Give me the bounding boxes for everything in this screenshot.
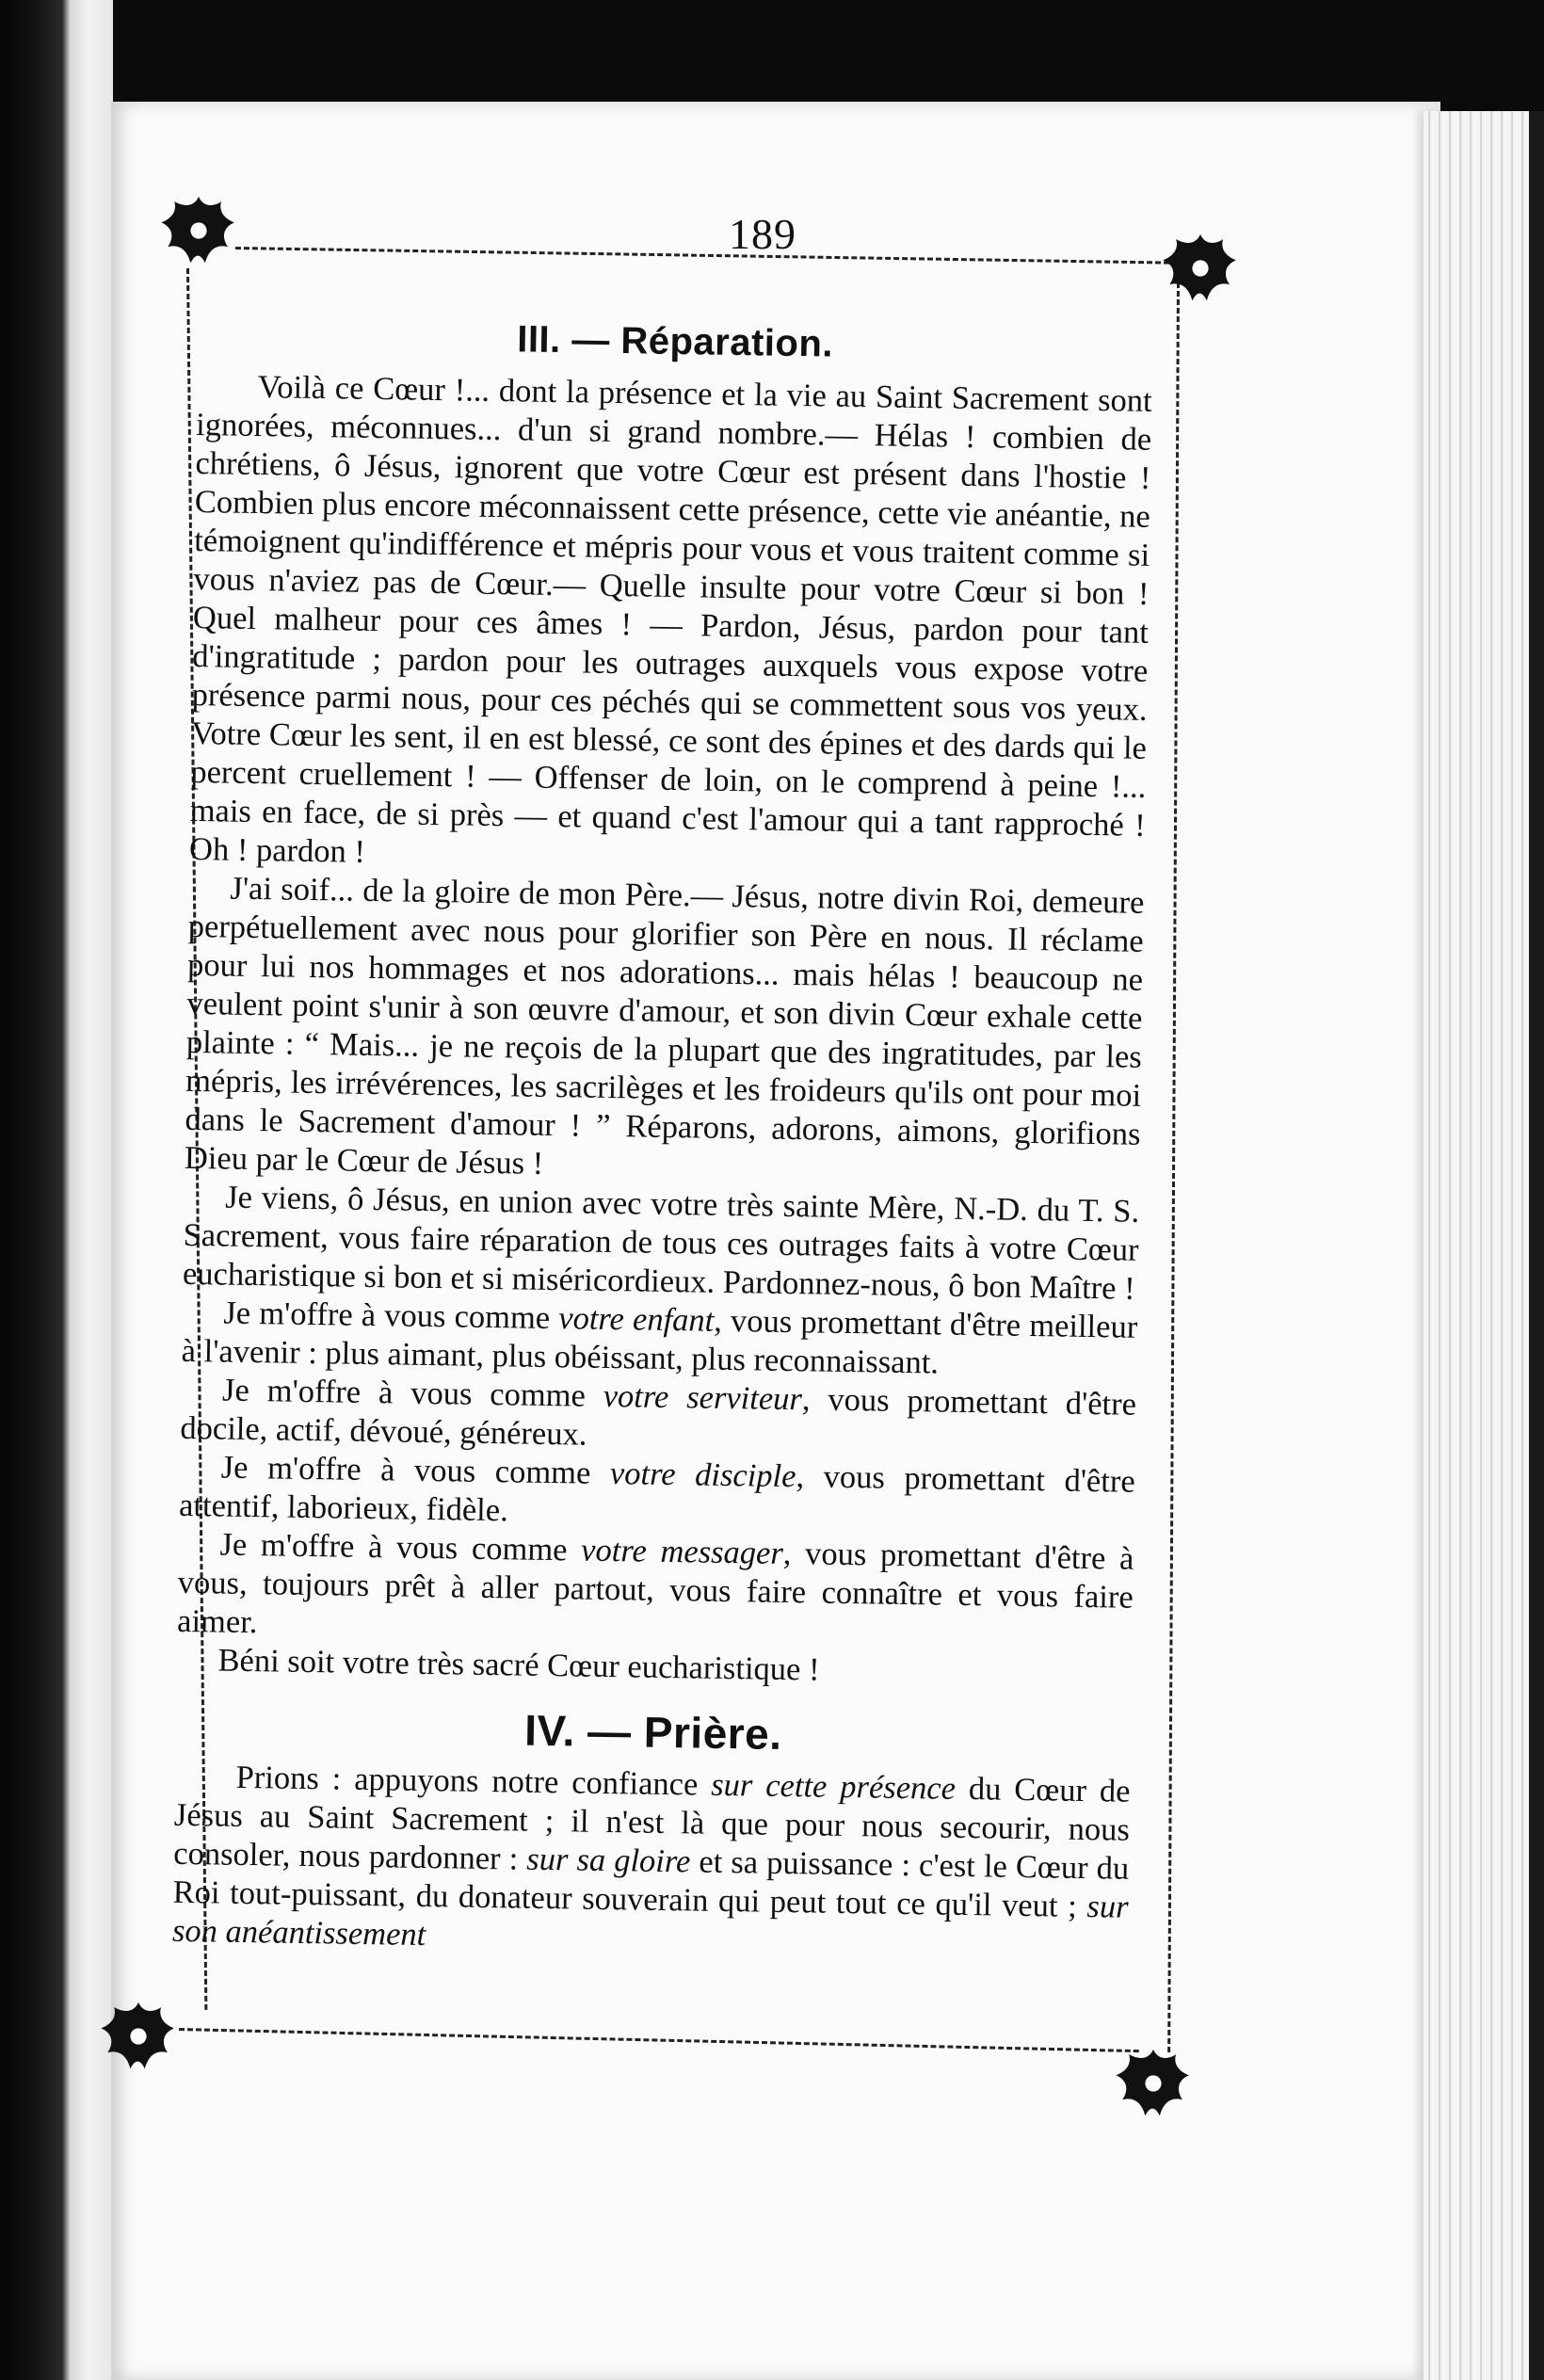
text-run: Voilà ce Cœur !... dont la présence et la vie au Saint Sacrement sont ignorées, méconnues... d'un si grand nombre.— Hélas ! combien de chrétiens, ô Jésus, ignorent que votre Cœur est présent dans l'hostie ! Combien plus encore méconnaissent cette présence, cette vie anéantie, ne témoignent qu'indifférence et mépris pour vous et vous traitent comme si vous n'aviez pas de Cœur.— Quelle insulte pour votre Cœur si bon ! Quel malheur pour ces âmes ! — Pardon, Jésus, pardon pour tant d'ingratitude ; pardon pour les outrages auxquels vous expose votre présence parmi nous, pour ces péchés qui se commettent sous vos yeux. Votre Cœur les sent, il en est blessé, ce sont des épines et des dards qui le percent cruellement ! — Offenser de loin, on le comprend à peine !... mais en face, de si près — et quand c'est l'amour qui a tant rapproché ! Oh ! pardon ! xyxy=(188,369,1152,870)
page-stack-edges xyxy=(1423,111,1544,2380)
page-body xyxy=(172,315,1153,1966)
text-run: sur son anéantissement xyxy=(171,1889,1129,1954)
page-number: 189 xyxy=(729,210,796,258)
text-run: votre enfant xyxy=(558,1300,715,1339)
text-run: Prions : appuyons notre confiance xyxy=(235,1759,712,1803)
text-run: sur sa gloire xyxy=(526,1841,691,1880)
text-run: du Cœur de Jésus au Saint Sacrement ; il n'est là que pour nous secourir, nous consoler, nous pardonner : xyxy=(173,1770,1131,1877)
section-heading-reparation: III. — Réparation. xyxy=(516,318,834,365)
text-run: , vous promettant d'être attentif, laborieux, fidèle. xyxy=(178,1458,1135,1529)
text-run: et sa puissance : c'est le Cœur du Roi tout-puissant, du donateur souverain qui peut tout ce qu'il veut ; xyxy=(172,1843,1130,1925)
text-run: votre serviteur xyxy=(603,1377,803,1418)
corner-ornament-icon xyxy=(158,190,239,271)
right-dark-margin xyxy=(1529,111,1544,2380)
text-run: votre disciple xyxy=(609,1455,796,1495)
paragraph xyxy=(179,1448,1135,1540)
text-run: Je m'offre à vous comme xyxy=(223,1295,559,1337)
text-run: Je m'offre à vous comme xyxy=(220,1449,611,1492)
section-heading-priere: IV. — Prière. xyxy=(523,1705,782,1759)
text-run: , vous promettant d'être meilleur à l'avenir : plus aimant, plus obéissant, plus reconnaissant. xyxy=(181,1302,1138,1381)
paragraph xyxy=(183,1178,1140,1309)
text-run: , vous promettant d'être à vous, toujours prêt à aller partout, vous faire connaître et vous faire aimer. xyxy=(176,1535,1134,1641)
section-body-priere xyxy=(172,1758,1131,1966)
paragraph xyxy=(180,1371,1136,1463)
corner-ornament-icon xyxy=(1160,228,1241,309)
text-run: , vous promettant d'être docile, actif, dévoué, généreux. xyxy=(180,1381,1137,1453)
text-run: Béni soit votre très sacré Cœur eucharistique ! xyxy=(217,1642,820,1688)
text-run: sur cette présence xyxy=(710,1766,957,1807)
paragraph xyxy=(189,367,1152,884)
section-body-reparation xyxy=(176,367,1152,1695)
text-run: J'ai soif... de la gloire de mon Père.— Jésus, notre divin Roi, demeure perpétuellement avec nous pour glorifier son Père en nous. Il réclame pour lui nos hommages et nos adorations... mais hélas ! beaucoup ne veulent point s'unir à son œuvre d'amour, et son divin Cœur exhale cette plainte : “ Mais... je ne reçois de la plupart que des ingratitudes, par les mépris, les irrévérences, les sacrilèges et les froideurs qu'ils ont pour moi dans le Sacrement d'amour ! ” Réparons, adorons, aimons, glorifions Dieu par le Cœur de Jésus ! xyxy=(184,870,1145,1182)
corner-ornament-icon xyxy=(1113,2043,1194,2124)
paragraph xyxy=(185,869,1145,1193)
text-run: Je m'offre à vous comme xyxy=(221,1372,604,1414)
paragraph xyxy=(177,1525,1134,1656)
text-run: Je viens, ô Jésus, en union avec votre très sainte Mère, N.-D. du T. S. Sacrement, vous faire réparation de tous ces outrages faits à votre Cœur eucharistique si bon et si miséricordieux. Pardonnez-nous, ô bon Maître ! xyxy=(182,1179,1140,1307)
paragraph xyxy=(181,1294,1137,1386)
text-run: Je m'offre à vous comme xyxy=(219,1526,582,1568)
corner-ornament-icon xyxy=(98,1996,179,2077)
text-run: votre messager xyxy=(580,1532,784,1571)
paragraph xyxy=(172,1758,1131,1966)
previous-page-edge xyxy=(0,0,113,2380)
